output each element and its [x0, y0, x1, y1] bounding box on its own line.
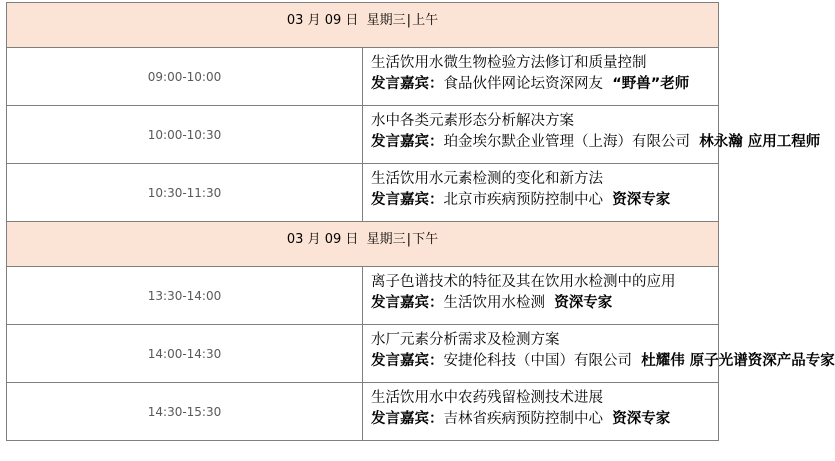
session-weekday: 星期三	[366, 13, 406, 28]
schedule-table	[6, 2, 835, 441]
speaker-name: 资深专家	[612, 192, 671, 208]
session-header-cell	[7, 3, 719, 48]
talk-topic: 生活饮用水元素检测的变化和新方法	[371, 171, 603, 187]
speaker-org: 食品伙伴网论坛资深网友	[443, 76, 603, 92]
talk-speaker	[371, 132, 821, 153]
session-morning	[7, 3, 821, 222]
speaker-org: 生活饮用水检测	[443, 295, 545, 311]
speaker-name: 杜耀伟 原子光谱资深产品专家	[641, 353, 835, 369]
talk-content	[363, 48, 719, 106]
talk-speaker	[371, 351, 835, 372]
speaker-label: 发言嘉宾：	[371, 295, 444, 311]
talk-topic: 生活饮用水微生物检验方法修订和质量控制	[371, 55, 647, 71]
talk-content	[363, 267, 719, 325]
header-separator: |	[406, 13, 412, 28]
talk-speaker	[371, 190, 718, 211]
session-date: 03 月 09 日	[286, 13, 359, 28]
agenda-row	[7, 325, 719, 383]
agenda-row	[7, 106, 719, 164]
talk-content	[363, 383, 719, 441]
talk-time: 14:30-15:30	[7, 383, 363, 441]
session-weekday: 星期三	[366, 232, 406, 247]
talk-content	[363, 106, 821, 164]
speaker-org: 珀金埃尔默企业管理（上海）有限公司	[443, 134, 690, 150]
speaker-name: 林永瀚 应用工程师	[699, 134, 821, 150]
agenda-row	[7, 48, 719, 106]
talk-content	[363, 164, 719, 222]
agenda-row	[7, 383, 719, 441]
session-header	[7, 3, 719, 48]
talk-time: 10:00-10:30	[7, 106, 363, 164]
header-separator: |	[406, 232, 412, 247]
talk-topic: 生活饮用水中农药残留检测技术进展	[371, 390, 603, 406]
speaker-name: “野兽”老师	[612, 76, 690, 92]
talk-topic: 离子色谱技术的特征及其在饮用水检测中的应用	[371, 274, 676, 290]
session-header-text	[287, 228, 438, 247]
session-header-text	[287, 9, 438, 28]
talk-content	[363, 325, 835, 383]
session-period: 上午	[412, 13, 439, 28]
talk-time: 13:30-14:00	[7, 267, 363, 325]
speaker-label: 发言嘉宾：	[371, 76, 444, 92]
speaker-org: 安捷伦科技（中国）有限公司	[443, 353, 632, 369]
talk-topic: 水中各类元素形态分析解决方案	[371, 113, 574, 129]
talk-topic: 水厂元素分析需求及检测方案	[371, 332, 560, 348]
talk-time: 14:00-14:30	[7, 325, 363, 383]
speaker-name: 资深专家	[554, 295, 613, 311]
session-afternoon	[7, 222, 835, 441]
speaker-label: 发言嘉宾：	[371, 134, 444, 150]
speaker-label: 发言嘉宾：	[371, 353, 444, 369]
talk-time: 09:00-10:00	[7, 48, 363, 106]
talk-speaker	[371, 293, 718, 314]
talk-time: 10:30-11:30	[7, 164, 363, 222]
talk-speaker	[371, 409, 718, 430]
speaker-label: 发言嘉宾：	[371, 411, 444, 427]
talk-speaker	[371, 74, 718, 95]
agenda-row	[7, 164, 719, 222]
speaker-org: 吉林省疾病预防控制中心	[443, 411, 603, 427]
speaker-label: 发言嘉宾：	[371, 192, 444, 208]
session-header	[7, 222, 719, 267]
speaker-org: 北京市疾病预防控制中心	[443, 192, 603, 208]
session-date: 03 月 09 日	[286, 232, 359, 247]
agenda-row	[7, 267, 719, 325]
speaker-name: 资深专家	[612, 411, 671, 427]
session-header-cell	[7, 222, 719, 267]
session-period: 下午	[412, 232, 439, 247]
